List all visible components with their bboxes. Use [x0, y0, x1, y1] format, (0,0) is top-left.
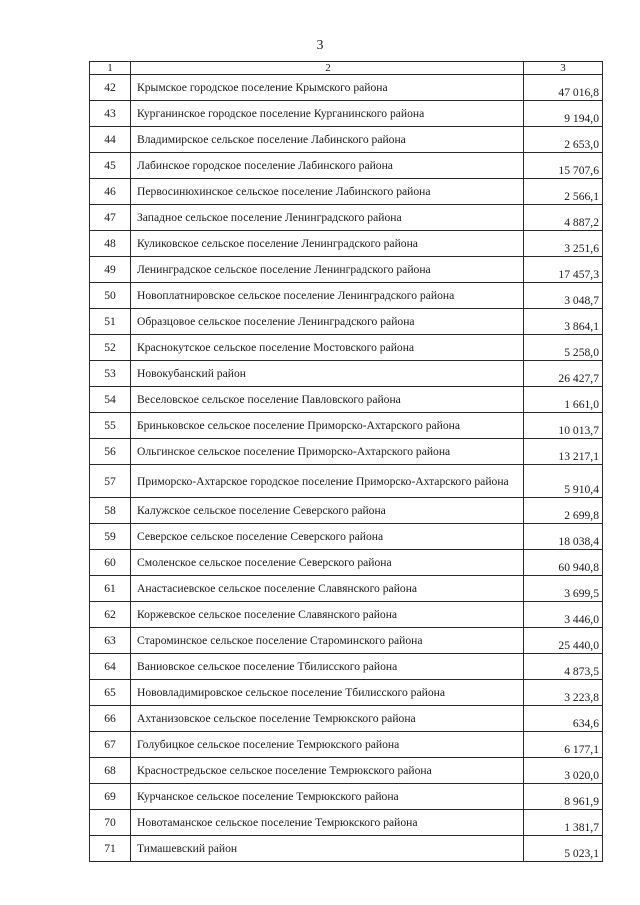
row-municipality-name: Голубицкое сельское поселение Темрюкского района — [131, 732, 524, 758]
table-row — [90, 361, 603, 387]
table-row — [90, 524, 603, 550]
row-number: 43 — [90, 101, 131, 127]
row-municipality-name: Ленинградское сельское поселение Ленинградского района — [131, 257, 524, 283]
row-amount: 634,6 — [524, 706, 603, 732]
table-row — [90, 127, 603, 153]
row-municipality-name: Красностредьское сельское поселение Темрюкского района — [131, 758, 524, 784]
row-municipality-name: Смоленское сельское поселение Северского района — [131, 550, 524, 576]
table-row — [90, 732, 603, 758]
row-amount: 3 864,1 — [524, 309, 603, 335]
row-amount: 4 873,5 — [524, 654, 603, 680]
table-row — [90, 75, 603, 101]
row-municipality-name: Лабинское городское поселение Лабинского района — [131, 153, 524, 179]
table-row — [90, 283, 603, 309]
row-number: 49 — [90, 257, 131, 283]
header-col-name: 2 — [131, 62, 524, 75]
table-row — [90, 654, 603, 680]
row-municipality-name: Владимирское сельское поселение Лабинского района — [131, 127, 524, 153]
row-municipality-name: Нововладимировское сельское поселение Тбилисского района — [131, 680, 524, 706]
header-col-number: 1 — [90, 62, 131, 75]
row-number: 70 — [90, 810, 131, 836]
row-number: 66 — [90, 706, 131, 732]
table-row — [90, 309, 603, 335]
table-row — [90, 706, 603, 732]
row-number: 61 — [90, 576, 131, 602]
row-number: 47 — [90, 205, 131, 231]
table-row — [90, 628, 603, 654]
allocation-table — [89, 61, 603, 862]
row-amount: 3 223,8 — [524, 680, 603, 706]
row-amount: 13 217,1 — [524, 439, 603, 465]
row-amount: 10 013,7 — [524, 413, 603, 439]
row-number: 71 — [90, 836, 131, 862]
row-municipality-name: Коржевское сельское поселение Славянского района — [131, 602, 524, 628]
row-number: 53 — [90, 361, 131, 387]
table-row — [90, 498, 603, 524]
table-row — [90, 205, 603, 231]
row-municipality-name: Бриньковское сельское поселение Приморско-Ахтарского района — [131, 413, 524, 439]
row-amount: 5 258,0 — [524, 335, 603, 361]
row-number: 60 — [90, 550, 131, 576]
row-amount: 2 566,1 — [524, 179, 603, 205]
row-municipality-name: Приморско-Ахтарское городское поселение Приморско-Ахтарского района — [131, 465, 524, 498]
row-number: 68 — [90, 758, 131, 784]
table-row — [90, 413, 603, 439]
table-row — [90, 335, 603, 361]
row-municipality-name: Курганинское городское поселение Курганинского района — [131, 101, 524, 127]
table-row — [90, 387, 603, 413]
row-amount: 3 446,0 — [524, 602, 603, 628]
table-row — [90, 784, 603, 810]
row-municipality-name: Ольгинское сельское поселение Приморско-Ахтарского района — [131, 439, 524, 465]
row-number: 51 — [90, 309, 131, 335]
row-amount: 1 381,7 — [524, 810, 603, 836]
table-row — [90, 231, 603, 257]
row-municipality-name: Тимашевский район — [131, 836, 524, 862]
table-row — [90, 836, 603, 862]
row-amount: 25 440,0 — [524, 628, 603, 654]
row-municipality-name: Образцовое сельское поселение Ленинградского района — [131, 309, 524, 335]
table-row — [90, 576, 603, 602]
row-number: 55 — [90, 413, 131, 439]
row-municipality-name: Новотаманское сельское поселение Темрюкского района — [131, 810, 524, 836]
header-col-amount: 3 — [524, 62, 603, 75]
row-number: 67 — [90, 732, 131, 758]
row-amount: 15 707,6 — [524, 153, 603, 179]
table-row — [90, 101, 603, 127]
row-number: 69 — [90, 784, 131, 810]
row-amount: 3 251,6 — [524, 231, 603, 257]
row-municipality-name: Курчанское сельское поселение Темрюкского района — [131, 784, 524, 810]
row-number: 50 — [90, 283, 131, 309]
row-amount: 4 887,2 — [524, 205, 603, 231]
row-municipality-name: Северское сельское поселение Северского района — [131, 524, 524, 550]
row-amount: 6 177,1 — [524, 732, 603, 758]
table-row — [90, 465, 603, 498]
row-amount: 2 653,0 — [524, 127, 603, 153]
row-number: 45 — [90, 153, 131, 179]
table-row — [90, 680, 603, 706]
row-amount: 3 699,5 — [524, 576, 603, 602]
row-number: 65 — [90, 680, 131, 706]
row-number: 42 — [90, 75, 131, 101]
row-municipality-name: Ваниовское сельское поселение Тбилисского района — [131, 654, 524, 680]
row-amount: 1 661,0 — [524, 387, 603, 413]
row-number: 56 — [90, 439, 131, 465]
row-municipality-name: Калужское сельское поселение Северского района — [131, 498, 524, 524]
table-row — [90, 153, 603, 179]
row-municipality-name: Новокубанский район — [131, 361, 524, 387]
row-number: 63 — [90, 628, 131, 654]
row-municipality-name: Староминское сельское поселение Староминского района — [131, 628, 524, 654]
row-municipality-name: Куликовское сельское поселение Ленинградского района — [131, 231, 524, 257]
row-number: 57 — [90, 465, 131, 498]
row-amount: 5 023,1 — [524, 836, 603, 862]
row-municipality-name: Первосинюхинское сельское поселение Лабинского района — [131, 179, 524, 205]
row-amount: 8 961,9 — [524, 784, 603, 810]
row-amount: 5 910,4 — [524, 465, 603, 498]
row-amount: 47 016,8 — [524, 75, 603, 101]
row-municipality-name: Новоплатнировское сельское поселение Ленинградского района — [131, 283, 524, 309]
row-number: 46 — [90, 179, 131, 205]
row-number: 62 — [90, 602, 131, 628]
row-amount: 18 038,4 — [524, 524, 603, 550]
table-row — [90, 257, 603, 283]
row-number: 59 — [90, 524, 131, 550]
table-row — [90, 179, 603, 205]
row-municipality-name: Анастасиевское сельское поселение Славянского района — [131, 576, 524, 602]
row-amount: 26 427,7 — [524, 361, 603, 387]
row-number: 52 — [90, 335, 131, 361]
row-amount: 9 194,0 — [524, 101, 603, 127]
row-amount: 60 940,8 — [524, 550, 603, 576]
row-municipality-name: Веселовское сельское поселение Павловского района — [131, 387, 524, 413]
row-number: 54 — [90, 387, 131, 413]
page-number: 3 — [316, 38, 324, 53]
table-header-row — [90, 62, 603, 75]
row-number: 44 — [90, 127, 131, 153]
table-row — [90, 550, 603, 576]
row-amount: 3 048,7 — [524, 283, 603, 309]
row-municipality-name: Ахтанизовское сельское поселение Темрюкского района — [131, 706, 524, 732]
row-amount: 3 020,0 — [524, 758, 603, 784]
row-municipality-name: Западное сельское поселение Ленинградского района — [131, 205, 524, 231]
row-number: 48 — [90, 231, 131, 257]
table-row — [90, 810, 603, 836]
table-row — [90, 439, 603, 465]
row-municipality-name: Крымское городское поселение Крымского района — [131, 75, 524, 101]
table-row — [90, 602, 603, 628]
row-amount: 2 699,8 — [524, 498, 603, 524]
row-number: 64 — [90, 654, 131, 680]
row-number: 58 — [90, 498, 131, 524]
table-row — [90, 758, 603, 784]
row-municipality-name: Краснокутское сельское поселение Мостовского района — [131, 335, 524, 361]
row-amount: 17 457,3 — [524, 257, 603, 283]
